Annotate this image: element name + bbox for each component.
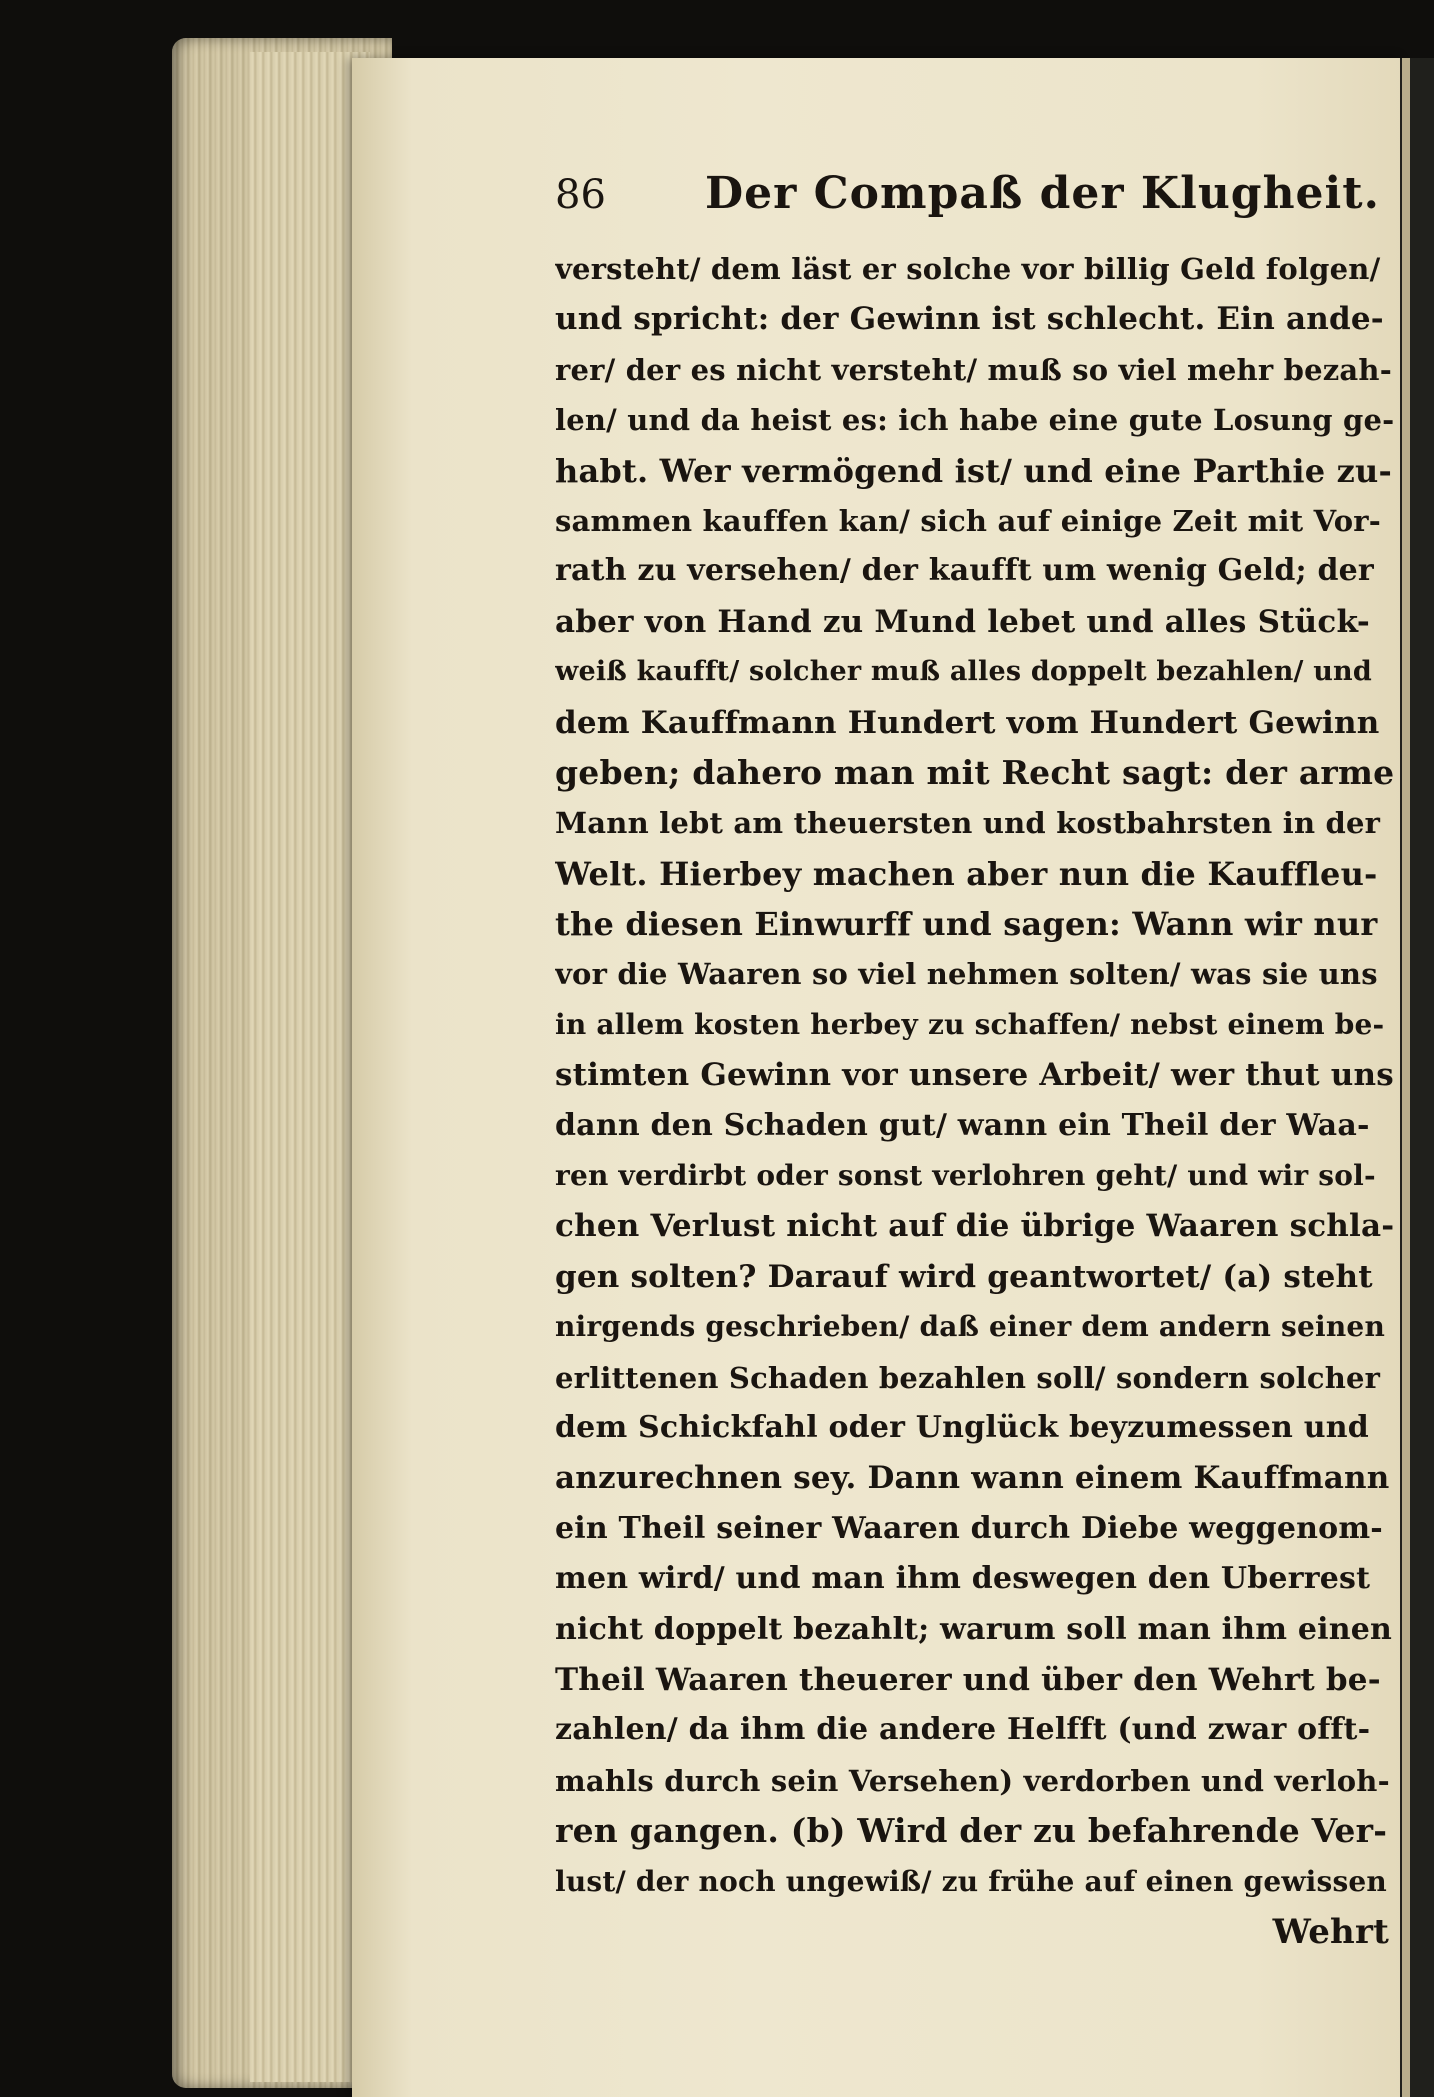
text-line: Mann lebt am theuersten und kostbahrsten in der — [555, 806, 1381, 841]
facing-page-edge — [1402, 58, 1410, 2097]
text-lines — [555, 244, 1395, 1957]
text-line: anzurechnen sey. Dann wann einem Kauffmann — [555, 1460, 1390, 1497]
text-line: Welt. Hierbey machen aber nun die Kauffleu- — [555, 854, 1378, 893]
text-line: zahlen/ da ihm die andere Helfft (und zwar offt- — [555, 1712, 1371, 1748]
text-line: chen Verlust nicht auf die übrige Waaren schla- — [555, 1208, 1395, 1245]
text-line: mahls durch sein Versehen) verdorben und verloh- — [555, 1763, 1390, 1798]
text-line: dem Schickfahl oder Unglück beyzumessen und — [555, 1409, 1369, 1445]
catchword: Wehrt — [1272, 1911, 1389, 1952]
page-text — [555, 168, 1395, 1957]
text-line: ren verdirbt oder sonst verlohren geht/ und wir sol- — [555, 1159, 1376, 1193]
text-line: sammen kauffen kan/ sich auf einige Zeit mit Vor- — [555, 503, 1381, 538]
text-line: vor die Waaren so viel nehmen solten/ was sie uns — [555, 957, 1378, 992]
text-line: ren gangen. (b) Wird der zu befahrende Ver- — [555, 1811, 1388, 1851]
text-line: gen solten? Darauf wird geantwortet/ (a) steht — [555, 1258, 1373, 1295]
text-line: dem Kauffmann Hundert vom Hundert Gewinn — [555, 704, 1380, 741]
text-line: und spricht: der Gewinn ist schlecht. Ein ande- — [555, 301, 1384, 338]
text-line: dann den Schaden gut/ wann ein Theil der Waa- — [555, 1107, 1370, 1143]
text-line: geben; dahero man mit Recht sagt: der arme — [555, 752, 1395, 792]
text-line: the diesen Einwurff und sagen: Wann wir nur — [555, 905, 1378, 944]
text-line: stimten Gewinn vor unsere Arbeit/ wer thut uns — [555, 1057, 1394, 1094]
text-line: erlittenen Schaden bezahlen soll/ sondern solcher — [555, 1360, 1381, 1395]
text-line: versteht/ dem läst er solche vor billig Geld folgen/ — [555, 252, 1381, 286]
text-line: in allem kosten herbey zu schaffen/ nebst einem be- — [555, 1007, 1385, 1041]
text-line: len/ und da heist es: ich habe eine gute Losung ge- — [555, 403, 1395, 438]
text-line: rer/ der es nicht versteht/ muß so viel mehr bezah- — [555, 352, 1392, 387]
page-header — [555, 168, 1395, 238]
text-line: habt. Wer vermögend ist/ und eine Parthie zu- — [555, 451, 1392, 490]
running-head: Der Compaß der Klugheit. — [705, 168, 1380, 219]
text-line: rath zu versehen/ der kaufft um wenig Geld; der — [555, 553, 1374, 589]
text-line: weiß kaufft/ solcher muß alles doppelt bezahlen/ und — [555, 656, 1372, 688]
text-line: ein Theil seiner Waaren durch Diebe weggenom- — [555, 1510, 1383, 1546]
text-line: aber von Hand zu Mund lebet und alles Stück- — [555, 603, 1370, 640]
text-line: men wird/ und man ihm deswegen den Uberrest — [555, 1561, 1371, 1597]
text-line: nirgends geschrieben/ daß einer dem andern seinen — [555, 1310, 1386, 1344]
page-number: 86 — [555, 172, 606, 218]
text-line: lust/ der noch ungewiß/ zu frühe auf einen gewissen — [555, 1864, 1387, 1898]
text-line: nicht doppelt bezahlt; warum soll man ihm einen — [555, 1611, 1393, 1647]
text-line: Theil Waaren theuerer und über den Wehrt be- — [555, 1661, 1381, 1698]
